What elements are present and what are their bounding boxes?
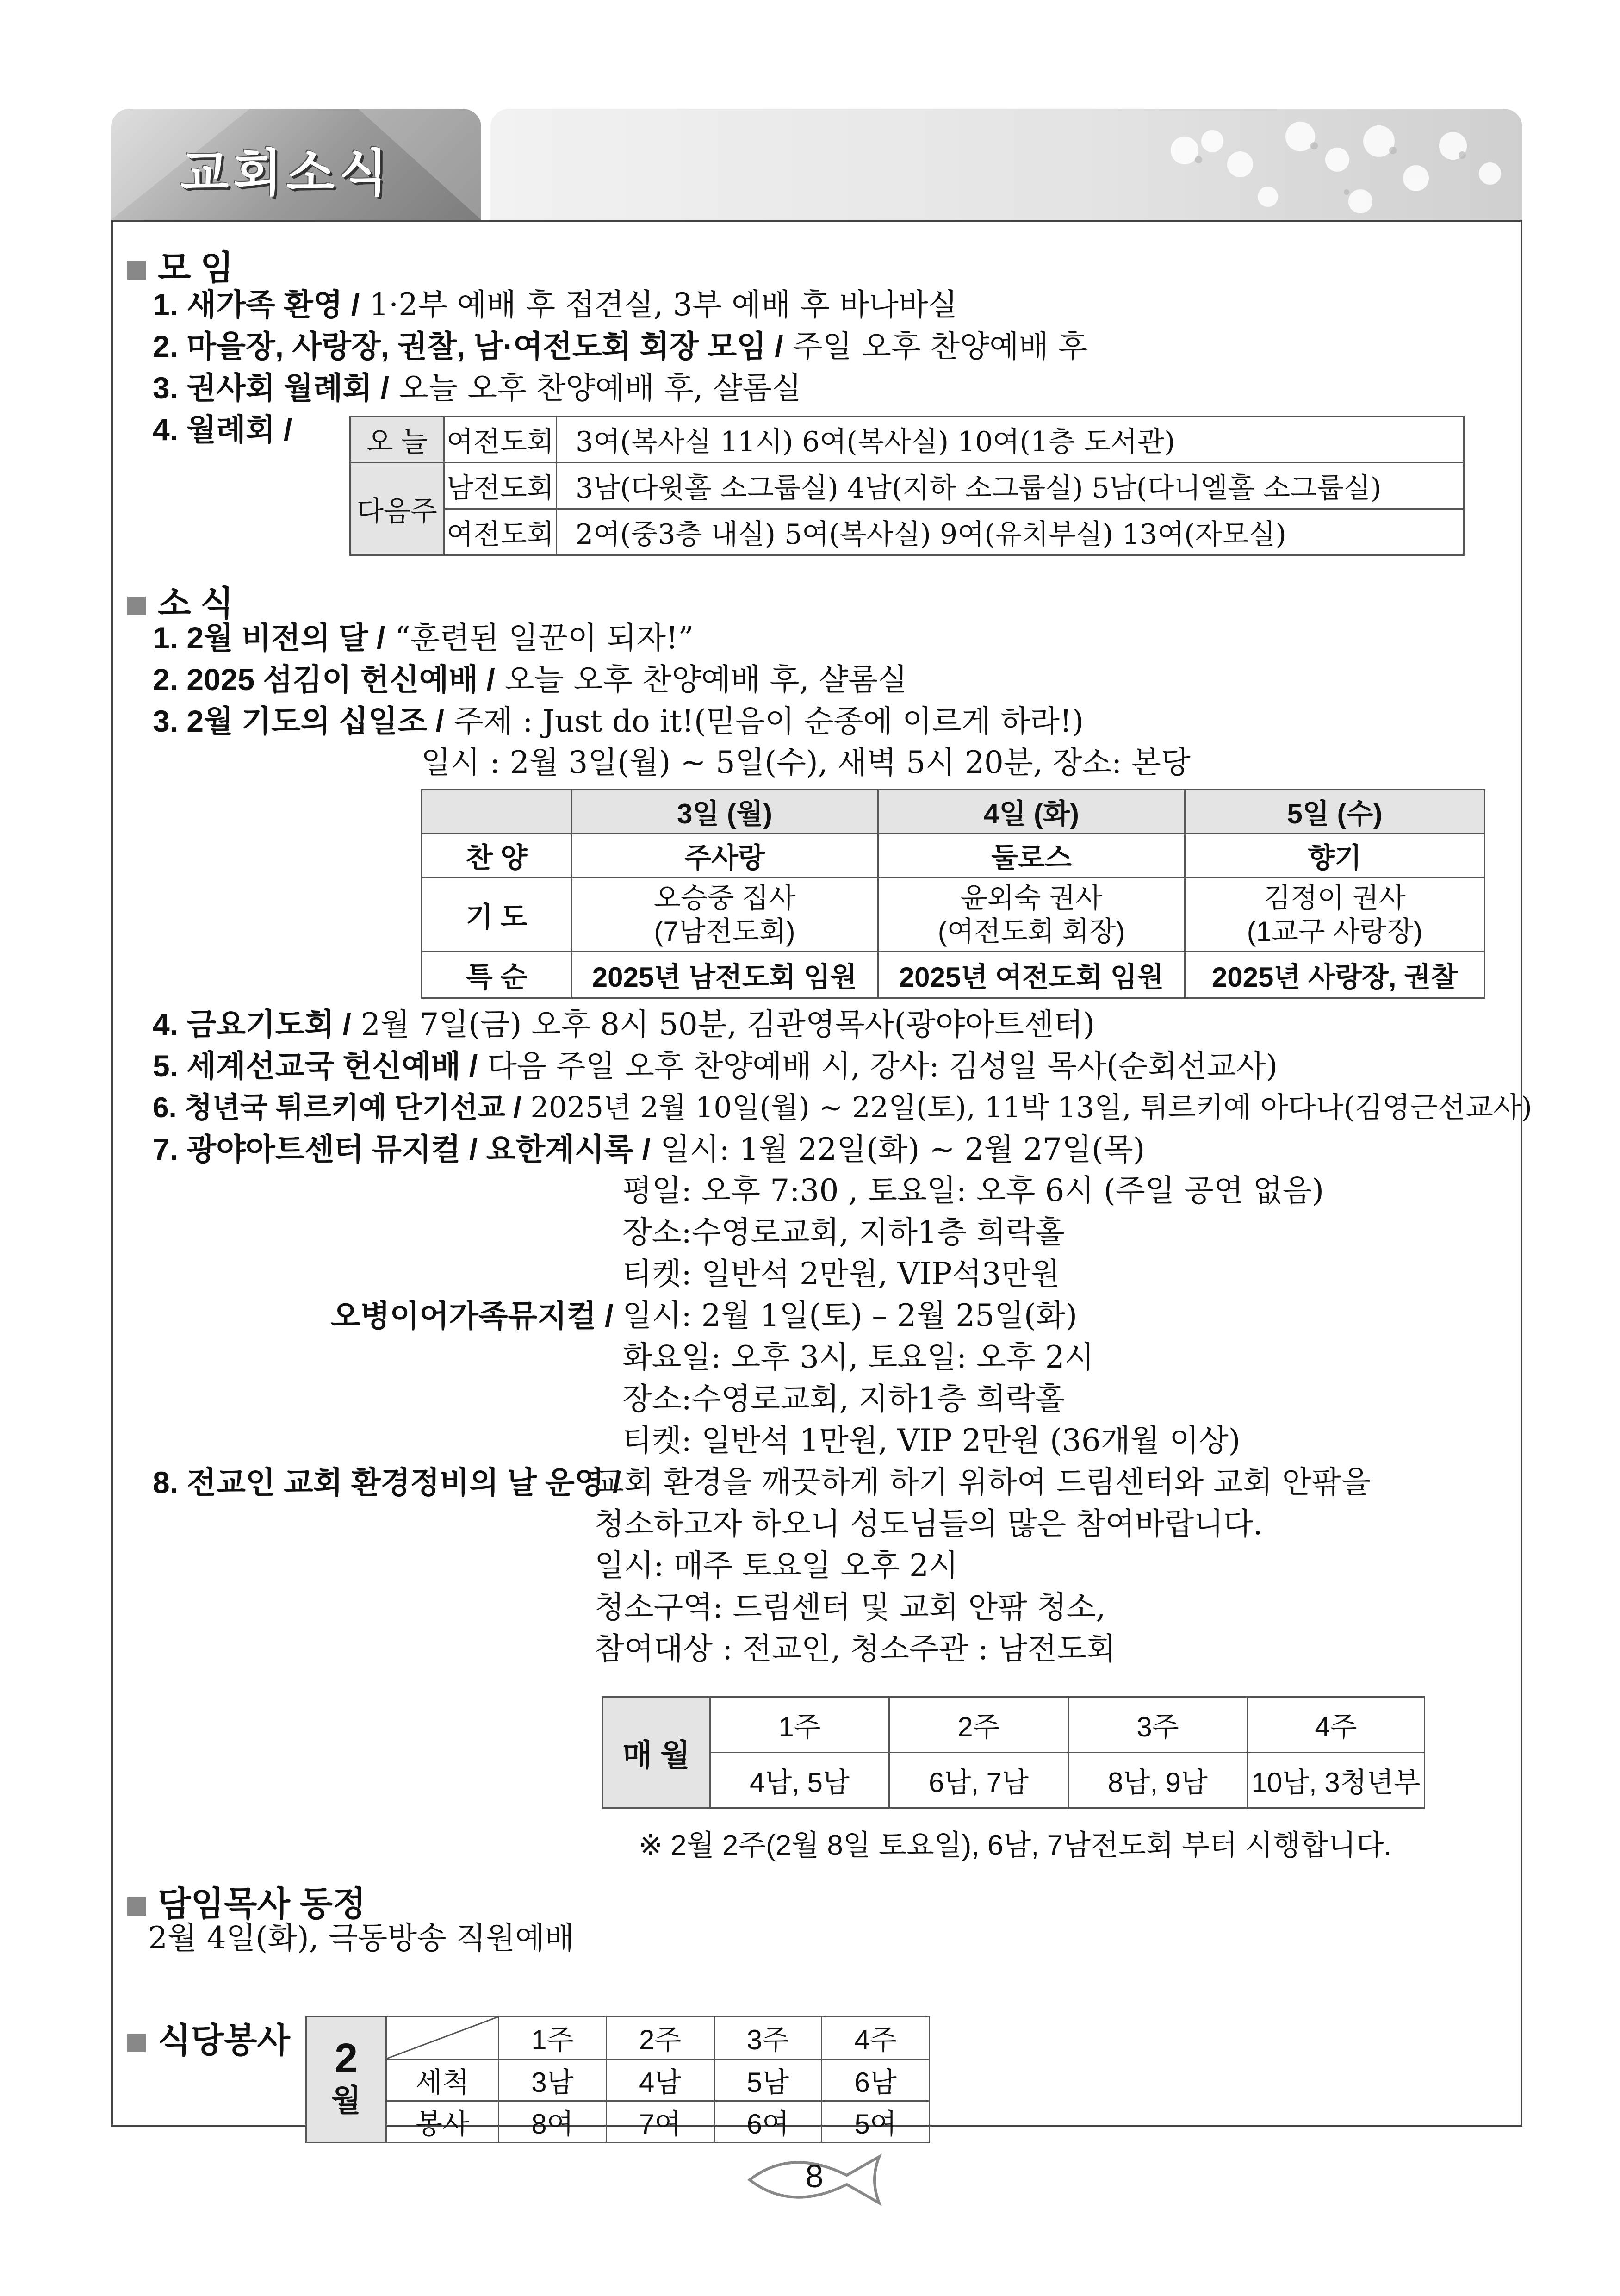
section-pastor: 담임목사 동정 bbox=[127, 1877, 366, 1926]
news-item-4: 4. 금요기도회 / 2월 7일(금) 오후 8시 50분, 김관영목사(광야아트센터) bbox=[153, 1007, 1095, 1042]
news-item-1: 1. 2월 비전의 달 / “훈련된 일꾼이 되자!” bbox=[153, 620, 694, 656]
cleanup-note: ※ 2월 2주(2월 8일 토요일), 6남, 7남전도회 부터 시행합니다. bbox=[639, 1829, 1392, 1861]
musical1-line: 티켓: 일반석 2만원, VIP석3만원 bbox=[622, 1256, 1060, 1292]
meeting-item-1: 1. 새가족 환영 / 1·2부 예배 후 접견실, 3부 예배 후 바나바실 bbox=[153, 287, 958, 323]
page-number: 8 bbox=[805, 2158, 824, 2194]
musical1-line: 평일: 오후 7:30 , 토요일: 오후 6시 (주일 공연 없음) bbox=[622, 1173, 1324, 1208]
cafeteria-service-table: 2 월 1주 2주 3주 4주 세척 3남 4남 5남 6남 봉사 8여 7여 6여 5여 bbox=[305, 2016, 930, 2143]
page-number-badge bbox=[740, 2147, 888, 2212]
bullet-square-icon bbox=[127, 597, 146, 615]
page-title: 교회소식 bbox=[180, 145, 392, 201]
cleanup-rotation-table: 매 월 1주 2주 3주 4주 4남, 5남 6남, 7남 8남, 9남 10남, 3청년부 bbox=[602, 1696, 1425, 1809]
musical2-line: 티켓: 일반석 1만원, VIP 2만원 (36개월 이상) bbox=[622, 1423, 1241, 1458]
bullet-square-icon bbox=[127, 1897, 146, 1916]
musical2-head: 오병이어가족뮤지컬 / bbox=[331, 1299, 614, 1333]
header-decorative-banner bbox=[490, 109, 1522, 220]
month-cell: 2 월 bbox=[306, 2016, 386, 2143]
section-meetings: 모 임 bbox=[127, 241, 234, 290]
prayer-schedule: 일시 : 2월 3일(월) ~ 5일(수), 새벽 5시 20분, 장소: 본당 bbox=[421, 745, 1191, 780]
bullet-square-icon bbox=[127, 261, 146, 280]
cleanup-line: 교회 환경을 깨끗하게 하기 위하여 드림센터와 교회 안팎을 bbox=[595, 1464, 1371, 1500]
musical2-line: 일시: 2월 1일(토) – 2월 25일(화) bbox=[622, 1298, 1078, 1333]
pastor-schedule: 2월 4일(화), 극동방송 직원예배 bbox=[148, 1920, 574, 1956]
section-news: 소 식 bbox=[127, 576, 234, 625]
cleanup-line: 참여대상 : 전교인, 청소주관 : 남전도회 bbox=[595, 1631, 1116, 1667]
meeting-item-4: 4. 월례회 / bbox=[153, 412, 292, 447]
musical2-line: 장소:수영로교회, 지하1층 희락홀 bbox=[622, 1381, 1065, 1417]
cleanup-line: 청소구역: 드림센터 및 교회 안팎 청소, bbox=[595, 1589, 1106, 1625]
meeting-item-3: 3. 권사회 월례회 / 오늘 오후 찬양예배 후, 샬롬실 bbox=[153, 370, 801, 406]
header-title-panel bbox=[111, 109, 481, 220]
monthly-meeting-table: 오 늘 여전도회 3여(복사실 11시) 6여(복사실) 10여(1층 도서관) 다음주 남전도회 3남(다윗홀 소그룹실) 4남(지하 소그룹실) 5남(다니엘홀 소그룹실) 여전도회 2여(중3층 내실) 5여(복사실) 9여(유치부실) 13여(자모실) bbox=[349, 416, 1465, 556]
cleanup-line: 일시: 매주 토요일 오후 2시 bbox=[595, 1548, 958, 1583]
meeting-item-2: 2. 마을장, 사랑장, 권찰, 남·여전도회 회장 모임 / 주일 오후 찬양예배 후 bbox=[153, 329, 1088, 364]
prayer-tithe-table: 3일 (월) 4일 (화) 5일 (수) 찬 양 주사랑 둘로스 향기 기 도 오승중 집사 (7남전도회) 윤외숙 권사 (여전도회 회장) 김정이 권사 (1교구 사랑장) 특 순 2025년 남전도회 임원 2025년 여전도회 임원 2025년 사랑장, 권찰 bbox=[421, 789, 1485, 999]
news-item-6: 6. 청년국 튀르키예 단기선교 / 2025년 2월 10일(월) ~ 22일(토), 11박 13일, 튀르키예 아다나(김영근선교사) bbox=[153, 1090, 1533, 1124]
section-cafeteria: 식당봉사 bbox=[127, 2013, 290, 2062]
cleanup-head: 8. 전교인 교회 환경정비의 날 운영 / bbox=[153, 1465, 621, 1500]
flower-decoration bbox=[490, 109, 1522, 220]
musical2-line: 화요일: 오후 3시, 토요일: 오후 2시 bbox=[622, 1339, 1094, 1375]
news-item-7: 7. 광야아트센터 뮤지컬 / 요한계시록 / 일시: 1월 22일(화) ~ 2월 27일(목) bbox=[153, 1132, 1145, 1167]
bullet-square-icon bbox=[127, 2034, 146, 2052]
news-item-5: 5. 세계선교국 헌신예배 / 다음 주일 오후 찬양예배 시, 강사: 김성일 목사(순회선교사) bbox=[153, 1048, 1278, 1084]
cleanup-line: 청소하고자 하오니 성도님들의 많은 참여바랍니다. bbox=[595, 1506, 1263, 1542]
musical1-line: 장소:수영로교회, 지하1층 희락홀 bbox=[622, 1214, 1065, 1250]
news-item-3: 3. 2월 기도의 십일조 / 주제 : Just do it!(믿음이 순종에 이르게 하라!) bbox=[153, 703, 1084, 739]
news-item-2: 2. 2025 섬김이 헌신예배 / 오늘 오후 찬양예배 후, 샬롬실 bbox=[153, 662, 907, 697]
diagonal-header-cell bbox=[386, 2016, 499, 2060]
